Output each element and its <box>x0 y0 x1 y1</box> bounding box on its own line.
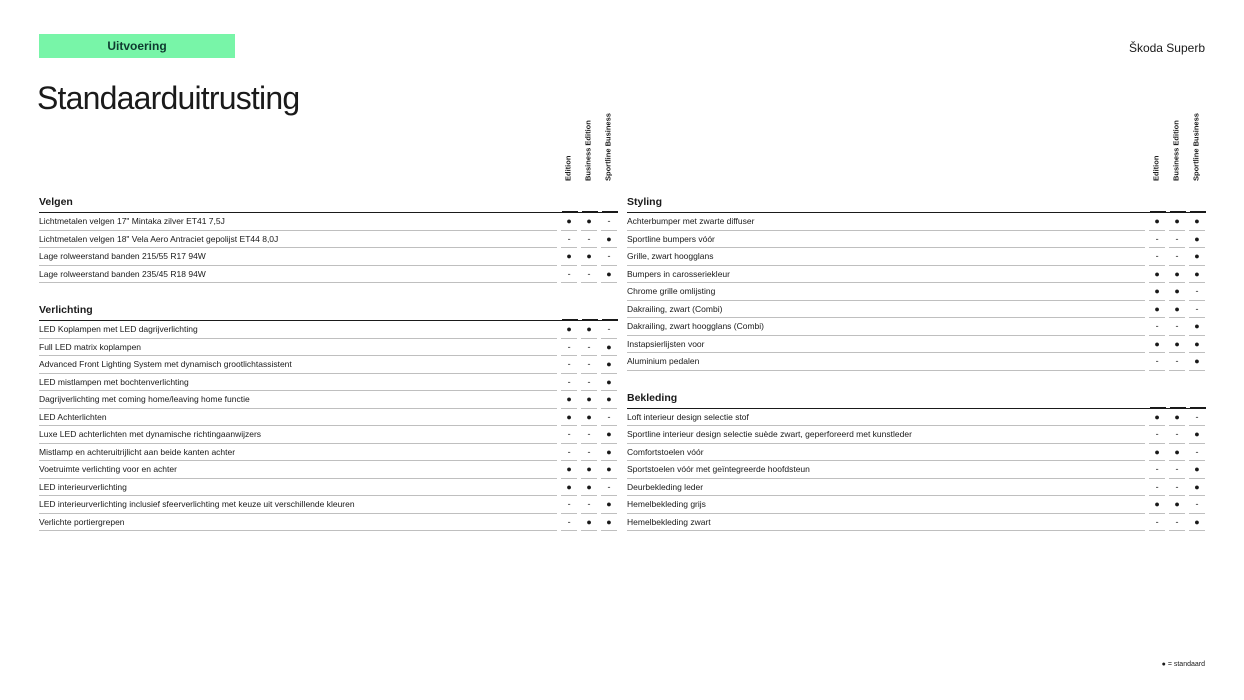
spec-row-label: LED Koplampen met LED dagrijverlichting <box>39 321 557 339</box>
spec-row <box>627 496 1205 514</box>
spec-row <box>627 336 1205 354</box>
availability-cell: - <box>1149 514 1165 532</box>
spec-row-label: Sportline bumpers vóór <box>627 231 1145 249</box>
spec-row <box>39 391 617 409</box>
section-title-label: Styling <box>627 196 663 208</box>
availability-cell: - <box>581 266 597 284</box>
availability-cell: ● <box>601 391 617 409</box>
availability-cell: ● <box>1189 336 1205 354</box>
spec-row <box>39 496 617 514</box>
spec-row-label: Lichtmetalen velgen 18" Vela Aero Antraciet gepolijst ET44 8,0J <box>39 231 557 249</box>
column-header-edition: Edition <box>563 155 573 181</box>
spec-row <box>627 444 1205 462</box>
spec-row <box>627 514 1205 532</box>
spec-row-label: Lage rolweerstand banden 215/55 R17 94W <box>39 248 557 266</box>
spec-row-label: Loft interieur design selectie stof <box>627 409 1145 427</box>
availability-cell: ● <box>561 409 577 427</box>
spec-row-label: Hemelbekleding grijs <box>627 496 1145 514</box>
availability-cell: ● <box>1149 213 1165 231</box>
spec-row <box>627 231 1205 249</box>
availability-cell: - <box>581 231 597 249</box>
availability-cell: ● <box>601 231 617 249</box>
column-headers-left <box>39 113 617 192</box>
availability-cell: - <box>1169 479 1185 497</box>
availability-cell: ● <box>581 479 597 497</box>
spec-row <box>39 374 617 392</box>
availability-cell: ● <box>1149 444 1165 462</box>
availability-cell: ● <box>601 496 617 514</box>
availability-cell: ● <box>1149 266 1165 284</box>
spec-row <box>39 213 617 231</box>
availability-cell: - <box>561 339 577 357</box>
spec-row-label: LED interieurverlichting <box>39 479 557 497</box>
spec-row-label: Deurbekleding leder <box>627 479 1145 497</box>
spec-row-label: Grille, zwart hoogglans <box>627 248 1145 266</box>
availability-cell: - <box>1189 283 1205 301</box>
availability-cell: ● <box>581 213 597 231</box>
availability-cell: ● <box>601 444 617 462</box>
column-header-edition: Edition <box>1151 155 1161 181</box>
spec-row-label: LED Achterlichten <box>39 409 557 427</box>
section-title <box>627 192 1205 213</box>
spec-row <box>39 426 617 444</box>
spec-row-label: Sportstoelen vóór met geïntegreerde hoofdsteun <box>627 461 1145 479</box>
spec-row <box>39 339 617 357</box>
availability-cell: ● <box>1169 444 1185 462</box>
spec-row <box>627 409 1205 427</box>
spec-row-label: Instapsierlijsten voor <box>627 336 1145 354</box>
availability-cell: ● <box>561 213 577 231</box>
availability-cell: - <box>1149 353 1165 371</box>
spec-row-label: LED mistlampen met bochtenverlichting <box>39 374 557 392</box>
availability-cell: - <box>1149 426 1165 444</box>
availability-cell: ● <box>581 514 597 532</box>
column-header-sportline-business: Sportline Business <box>1191 113 1201 181</box>
availability-cell: - <box>1169 318 1185 336</box>
availability-cell: ● <box>1169 336 1185 354</box>
availability-cell: - <box>1169 248 1185 266</box>
availability-cell: ● <box>1149 301 1165 319</box>
spec-row-label: Bumpers in carosseriekleur <box>627 266 1145 284</box>
availability-cell: - <box>601 248 617 266</box>
availability-cell: ● <box>601 339 617 357</box>
section-title <box>39 192 617 213</box>
availability-cell: - <box>1169 514 1185 532</box>
availability-cell: - <box>1189 444 1205 462</box>
availability-cell: ● <box>1189 248 1205 266</box>
spec-row-label: Mistlamp en achteruitrijlicht aan beide kanten achter <box>39 444 557 462</box>
right-sections <box>627 192 1205 531</box>
availability-cell: - <box>1149 318 1165 336</box>
spec-row-label: LED interieurverlichting inclusief sfeerverlichting met keuze uit verschillende kleuren <box>39 496 557 514</box>
spec-row <box>39 321 617 339</box>
spec-row <box>39 479 617 497</box>
spec-section <box>39 300 617 531</box>
column-header-business-edition: Business Edition <box>583 120 593 181</box>
availability-cell: - <box>581 339 597 357</box>
spec-section <box>39 192 617 283</box>
availability-cell: ● <box>1189 266 1205 284</box>
section-title-label: Velgen <box>39 196 73 208</box>
availability-cell: ● <box>1169 301 1185 319</box>
availability-cell: ● <box>1149 336 1165 354</box>
spec-row <box>39 248 617 266</box>
spec-row-label: Aluminium pedalen <box>627 353 1145 371</box>
column-headers-right <box>627 113 1205 192</box>
spec-row-label: Advanced Front Lighting System met dynamisch grootlichtassistent <box>39 356 557 374</box>
availability-cell: ● <box>1189 213 1205 231</box>
availability-cell: - <box>581 426 597 444</box>
availability-cell: - <box>601 409 617 427</box>
availability-cell: ● <box>601 266 617 284</box>
availability-cell: - <box>561 266 577 284</box>
availability-cell: ● <box>581 461 597 479</box>
spec-row <box>39 356 617 374</box>
availability-cell: - <box>581 374 597 392</box>
spec-row <box>39 266 617 284</box>
brand-name: Škoda Superb <box>1128 41 1205 55</box>
spec-row <box>39 514 617 532</box>
spec-row-label: Achterbumper met zwarte diffuser <box>627 213 1145 231</box>
column-header-business-edition: Business Edition <box>1171 120 1181 181</box>
section-spacer <box>39 283 617 300</box>
availability-cell: - <box>1169 231 1185 249</box>
spec-row <box>39 231 617 249</box>
section-title-label: Verlichting <box>39 304 93 316</box>
availability-cell: - <box>561 444 577 462</box>
availability-cell: ● <box>601 461 617 479</box>
availability-cell: - <box>561 374 577 392</box>
spec-row <box>627 318 1205 336</box>
spec-row-label: Voetruimte verlichting voor en achter <box>39 461 557 479</box>
availability-cell: - <box>561 426 577 444</box>
availability-cell: ● <box>581 248 597 266</box>
availability-cell: ● <box>581 321 597 339</box>
availability-cell: ● <box>1149 283 1165 301</box>
availability-cell: ● <box>1189 231 1205 249</box>
availability-cell: ● <box>1169 213 1185 231</box>
spec-row-label: Lichtmetalen velgen 17" Mintaka zilver ET41 7,5J <box>39 213 557 231</box>
section-tag <box>39 34 235 58</box>
availability-cell: ● <box>601 514 617 532</box>
spec-row <box>39 409 617 427</box>
page-title: Standaarduitrusting <box>37 80 300 116</box>
availability-cell: ● <box>1169 409 1185 427</box>
spec-row-label: Lage rolweerstand banden 235/45 R18 94W <box>39 266 557 284</box>
spec-row <box>627 213 1205 231</box>
availability-cell: - <box>561 496 577 514</box>
availability-cell: - <box>1149 461 1165 479</box>
availability-cell: - <box>581 356 597 374</box>
left-sections <box>39 192 617 531</box>
availability-cell: ● <box>1189 514 1205 532</box>
column-header-sportline-business: Sportline Business <box>603 113 613 181</box>
availability-cell: - <box>561 356 577 374</box>
spec-row <box>627 426 1205 444</box>
section-title <box>39 300 617 321</box>
availability-cell: - <box>561 231 577 249</box>
availability-cell: ● <box>581 409 597 427</box>
availability-cell: - <box>581 496 597 514</box>
spec-row <box>39 461 617 479</box>
availability-cell: ● <box>1189 461 1205 479</box>
availability-cell: ● <box>561 461 577 479</box>
section-tag-label: Uitvoering <box>107 39 167 53</box>
availability-cell: - <box>601 321 617 339</box>
spec-row <box>627 461 1205 479</box>
availability-cell: ● <box>1169 496 1185 514</box>
spec-section <box>627 388 1205 532</box>
availability-cell: - <box>1169 426 1185 444</box>
section-title <box>627 388 1205 409</box>
section-title-label: Bekleding <box>627 391 678 404</box>
spec-row <box>627 266 1205 284</box>
availability-cell: - <box>1169 461 1185 479</box>
right-column <box>627 113 1205 531</box>
availability-cell: - <box>601 479 617 497</box>
availability-cell: - <box>1169 353 1185 371</box>
availability-cell: ● <box>1189 318 1205 336</box>
spec-row <box>627 479 1205 497</box>
availability-cell: ● <box>1189 479 1205 497</box>
availability-cell: - <box>581 444 597 462</box>
spec-row-label: Chrome grille omlijsting <box>627 283 1145 301</box>
availability-cell: - <box>1149 248 1165 266</box>
availability-cell: ● <box>1169 283 1185 301</box>
availability-cell: ● <box>601 356 617 374</box>
availability-cell: - <box>601 213 617 231</box>
availability-cell: ● <box>561 248 577 266</box>
spec-row-label: Dagrijverlichting met coming home/leaving home functie <box>39 391 557 409</box>
spec-row-label: Luxe LED achterlichten met dynamische richtingaanwijzers <box>39 426 557 444</box>
availability-cell: ● <box>581 391 597 409</box>
availability-cell: - <box>561 514 577 532</box>
spec-row <box>627 301 1205 319</box>
availability-cell: ● <box>561 391 577 409</box>
availability-cell: ● <box>1169 266 1185 284</box>
spec-row-label: Verlichte portiergrepen <box>39 514 557 532</box>
availability-cell: ● <box>601 426 617 444</box>
availability-cell: - <box>1189 409 1205 427</box>
spec-row-label: Sportline interieur design selectie suède zwart, geperforeerd met kunstleder <box>627 426 1145 444</box>
left-column <box>39 113 617 531</box>
spec-row <box>39 444 617 462</box>
availability-cell: ● <box>561 479 577 497</box>
spec-section <box>627 192 1205 371</box>
spec-row-label: Hemelbekleding zwart <box>627 514 1145 532</box>
section-spacer <box>627 371 1205 388</box>
availability-cell: - <box>1149 231 1165 249</box>
availability-cell: - <box>1189 301 1205 319</box>
availability-cell: - <box>1149 479 1165 497</box>
legend: ● = standaard <box>1161 661 1205 668</box>
spec-row-label: Comfortstoelen vóór <box>627 444 1145 462</box>
availability-cell: ● <box>1149 409 1165 427</box>
availability-cell: ● <box>561 321 577 339</box>
availability-cell: ● <box>1189 353 1205 371</box>
spec-row <box>627 248 1205 266</box>
availability-cell: - <box>1189 496 1205 514</box>
availability-cell: ● <box>1189 426 1205 444</box>
spec-row-label: Full LED matrix koplampen <box>39 339 557 357</box>
availability-cell: ● <box>1149 496 1165 514</box>
availability-cell: ● <box>601 374 617 392</box>
spec-row <box>627 283 1205 301</box>
spec-row-label: Dakrailing, zwart (Combi) <box>627 301 1145 319</box>
spec-row-label: Dakrailing, zwart hoogglans (Combi) <box>627 318 1145 336</box>
spec-row <box>627 353 1205 371</box>
